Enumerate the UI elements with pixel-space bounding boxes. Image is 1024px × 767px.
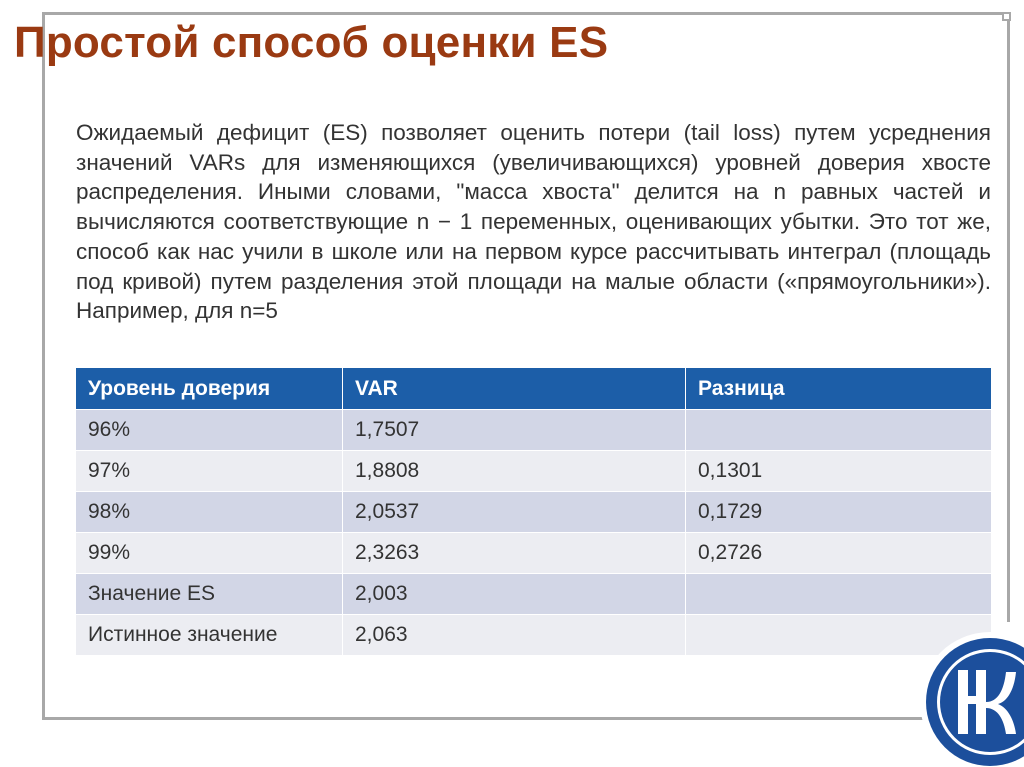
cell-confidence-level: Истинное значение [76, 615, 343, 656]
cell-confidence-level: 99% [76, 533, 343, 574]
cell-var: 1,8808 [343, 451, 686, 492]
frame-corner-square [1002, 12, 1011, 21]
cell-difference: 0,1729 [686, 492, 992, 533]
frame-left-line [42, 12, 45, 720]
cell-difference [686, 410, 992, 451]
es-table [75, 367, 992, 656]
cell-var: 2,063 [343, 615, 686, 656]
cell-var: 2,3263 [343, 533, 686, 574]
slide-paragraph: Ожидаемый дефицит (ES) позволяет оценить потери (tail loss) путем усреднения значений VARs для изменяющихся (увеличивающихся) уровней доверия хвосте распределения. Иными словами, "масса хвоста" делится на n равных частей и вычисляются соответствующие n − 1 переменных, оценивающих убытки. Это тот же, способ как нас учили в школе или на первом курсе рассчитывать интеграл (площадь под кривой) путем разделения этой площади на малые области («прямоугольники»). Например, для n=5 [76, 120, 991, 324]
header-confidence-level: Уровень доверия [76, 368, 343, 410]
table-row [76, 533, 992, 574]
header-var: VAR [343, 368, 686, 410]
table-row [76, 615, 992, 656]
cell-var: 2,003 [343, 574, 686, 615]
hse-logo-icon [918, 632, 1024, 767]
table-header-row [76, 368, 992, 410]
cell-confidence-level: 97% [76, 451, 343, 492]
table-row [76, 492, 992, 533]
frame-bottom-line [42, 717, 1010, 720]
cell-difference: 0,1301 [686, 451, 992, 492]
table-row [76, 574, 992, 615]
cell-confidence-level: Значение ES [76, 574, 343, 615]
frame-top-line [42, 12, 1010, 15]
cell-difference: 0,2726 [686, 533, 992, 574]
table-row [76, 451, 992, 492]
header-difference: Разница [686, 368, 992, 410]
cell-confidence-level: 98% [76, 492, 343, 533]
hse-logo [918, 632, 1024, 767]
table-row [76, 410, 992, 451]
cell-var: 2,0537 [343, 492, 686, 533]
frame-right-line [1007, 12, 1010, 622]
slide-title: Простой способ оценки ES [14, 18, 609, 67]
cell-confidence-level: 96% [76, 410, 343, 451]
es-table-container [75, 367, 991, 656]
cell-var: 1,7507 [343, 410, 686, 451]
cell-difference [686, 574, 992, 615]
